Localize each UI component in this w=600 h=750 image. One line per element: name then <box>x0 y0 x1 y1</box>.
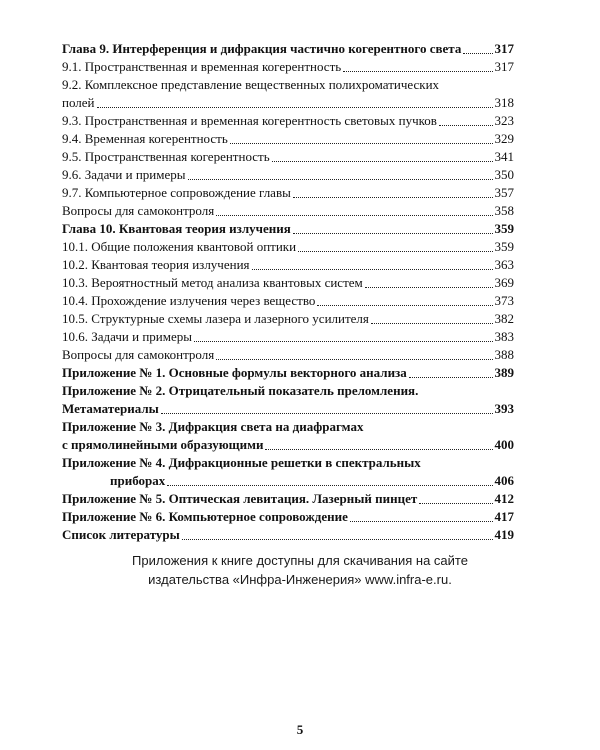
toc-entry-continuation <box>62 472 514 490</box>
toc-entry <box>62 58 514 76</box>
toc-leader-dots <box>293 233 493 234</box>
toc-leader-dots <box>161 413 493 414</box>
toc-entry-page: 317 <box>494 59 514 74</box>
toc-entry-title: Метаматериалы <box>62 401 159 416</box>
toc-entry-title: 9.1. Пространственная и временная когерентность <box>62 59 342 74</box>
toc-entry <box>62 76 514 94</box>
toc-leader-dots <box>252 269 493 270</box>
toc-entry-title: с прямолинейными образующими <box>62 437 264 452</box>
toc-entry <box>62 328 514 346</box>
toc-entry-title: 9.5. Пространственная когерентность <box>62 149 270 164</box>
toc-entry-title: 10.5. Структурные схемы лазера и лазерного усилителя <box>62 311 369 326</box>
toc-entry-appendix-3 <box>62 418 514 436</box>
toc-entry <box>62 202 514 220</box>
toc-entry <box>62 346 514 364</box>
toc-entry-page: 363 <box>494 257 514 272</box>
toc-entry-title: 9.6. Задачи и примеры <box>62 167 186 182</box>
toc-entry-title: Глава 10. Квантовая теория излучения <box>62 221 291 236</box>
toc-entry-page: 400 <box>494 437 514 452</box>
download-note <box>0 551 600 589</box>
toc-entry-page: 323 <box>494 113 514 128</box>
toc-entry-page: 341 <box>494 149 514 164</box>
toc-entry-page: 329 <box>494 131 514 146</box>
toc-leader-dots <box>317 305 492 306</box>
toc-entry-title: 10.1. Общие положения квантовой оптики <box>62 239 297 254</box>
toc-leader-dots <box>350 521 493 522</box>
toc-entry-page: 358 <box>494 203 514 218</box>
toc-entry-title: 10.2. Квантовая теория излучения <box>62 257 250 272</box>
toc-entry <box>62 166 514 184</box>
toc-entry-chapter-9 <box>62 40 514 58</box>
toc-entry <box>62 238 514 256</box>
page-number: 5 <box>296 722 304 737</box>
toc-entry-page: 412 <box>494 491 514 506</box>
toc-leader-dots <box>194 341 493 342</box>
toc-leader-dots <box>293 197 493 198</box>
toc-leader-dots <box>216 359 492 360</box>
toc-entry <box>62 292 514 310</box>
toc-entry-title: Список литературы <box>62 527 180 542</box>
toc-leader-dots <box>272 161 493 162</box>
toc-entry-title: 9.2. Комплексное представление вещественных полихроматических <box>62 77 440 92</box>
toc-leader-dots <box>419 503 492 504</box>
toc-entry-page: 357 <box>494 185 514 200</box>
toc-entry-title: Приложение № 3. Дифракция света на диафрагмах <box>62 419 364 434</box>
toc-entry-page: 373 <box>494 293 514 308</box>
toc-entry-page: 359 <box>494 221 514 236</box>
toc-entry-page: 419 <box>494 527 514 542</box>
toc-leader-dots <box>167 485 492 486</box>
toc-entry <box>62 256 514 274</box>
toc-entry-title: Глава 9. Интерференция и дифракция частично когерентного света <box>62 41 462 56</box>
toc-entry-appendix-2 <box>62 382 514 400</box>
toc-entry-chapter-10 <box>62 220 514 238</box>
toc-leader-dots <box>409 377 493 378</box>
toc-entry-title: Приложение № 4. Дифракционные решетки в спектральных <box>62 455 421 470</box>
toc-leader-dots <box>188 179 493 180</box>
toc-entry-title: Вопросы для самоконтроля <box>62 347 215 362</box>
toc-entry-page: 359 <box>494 239 514 254</box>
toc-leader-dots <box>216 215 492 216</box>
toc-entry-bibliography <box>62 526 514 544</box>
toc-entry-page: 350 <box>494 167 514 182</box>
download-note-line-2: издательства «Инфра-Инженерия» www.infra-e.ru. <box>148 572 452 587</box>
toc-entry-title: Приложение № 1. Основные формулы векторного анализа <box>62 365 407 380</box>
toc-entry-title: Приложение № 2. Отрицательный показатель преломления. <box>62 383 419 398</box>
toc-entry-title: Приложение № 6. Компьютерное сопровождение <box>62 509 348 524</box>
toc-leader-dots <box>365 287 493 288</box>
toc-entry <box>62 130 514 148</box>
table-of-contents <box>62 40 514 544</box>
toc-entry-title: 10.3. Вероятностный метод анализа квантовых систем <box>62 275 363 290</box>
toc-leader-dots <box>439 125 493 126</box>
toc-entry-page: 393 <box>494 401 514 416</box>
toc-entry-page: 369 <box>494 275 514 290</box>
toc-entry-appendix-4 <box>62 454 514 472</box>
toc-leader-dots <box>265 449 492 450</box>
toc-leader-dots <box>463 53 492 54</box>
toc-entry-page: 388 <box>494 347 514 362</box>
toc-entry <box>62 184 514 202</box>
toc-entry-title: 10.4. Прохождение излучения через вещество <box>62 293 316 308</box>
toc-entry <box>62 148 514 166</box>
toc-entry-page: 318 <box>494 95 514 110</box>
toc-entry-title: 9.4. Временная когерентность <box>62 131 228 146</box>
toc-leader-dots <box>343 71 492 72</box>
toc-entry-title: 9.7. Компьютерное сопровождение главы <box>62 185 291 200</box>
toc-entry-page: 317 <box>494 41 514 56</box>
toc-entry-title: Приложение № 5. Оптическая левитация. Лазерный пинцет <box>62 491 418 506</box>
toc-entry <box>62 112 514 130</box>
toc-leader-dots <box>230 143 493 144</box>
toc-entry-appendix-5 <box>62 490 514 508</box>
toc-entry-page: 383 <box>494 329 514 344</box>
toc-entry-continuation <box>62 94 514 112</box>
toc-entry <box>62 274 514 292</box>
toc-entry-page: 382 <box>494 311 514 326</box>
toc-entry-page: 389 <box>494 365 514 380</box>
toc-entry-title: 10.6. Задачи и примеры <box>62 329 192 344</box>
toc-leader-dots <box>182 539 493 540</box>
toc-entry-page: 406 <box>494 473 514 488</box>
toc-leader-dots <box>97 107 493 108</box>
toc-entry-continuation <box>62 400 514 418</box>
download-note-line-1: Приложения к книге доступны для скачивания на сайте <box>132 553 468 568</box>
toc-entry-appendix-1 <box>62 364 514 382</box>
toc-entry-appendix-6 <box>62 508 514 526</box>
toc-leader-dots <box>371 323 493 324</box>
toc-entry-continuation <box>62 436 514 454</box>
toc-entry-title: Вопросы для самоконтроля <box>62 203 215 218</box>
toc-entry-page: 417 <box>494 509 514 524</box>
toc-entry <box>62 310 514 328</box>
toc-entry-title: 9.3. Пространственная и временная когерентность световых пучков <box>62 113 437 128</box>
toc-leader-dots <box>298 251 492 252</box>
toc-entry-title: полей <box>62 95 95 110</box>
toc-entry-title: приборах <box>110 473 166 488</box>
